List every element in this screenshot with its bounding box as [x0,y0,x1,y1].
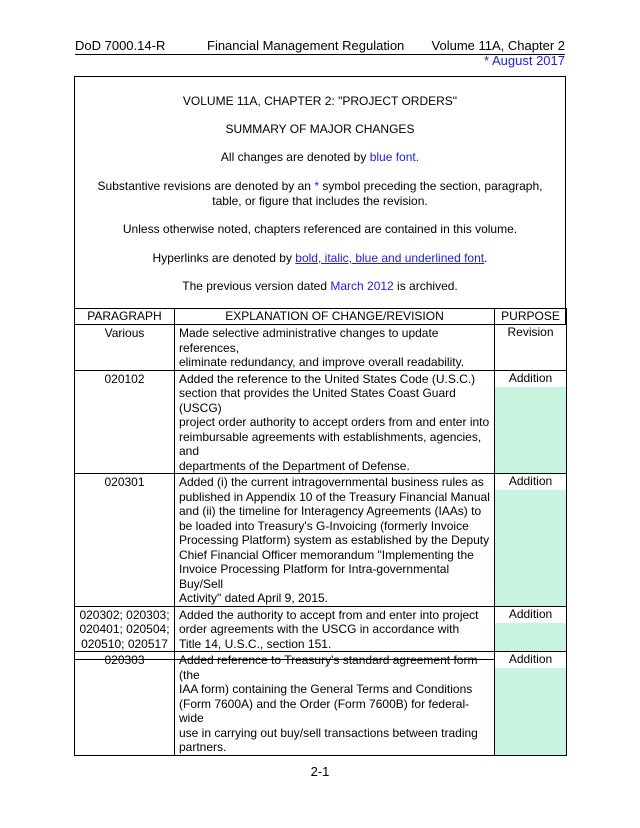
explanation-line: Invoice Processing Platform for Intra-governmental Buy/Sell [179,562,450,591]
paragraph-cell [75,325,175,371]
explanation-cell [175,370,495,474]
explanation-line: order agreements with the USCG in accordance with [179,622,460,636]
explanation-line: Added the authority to accept from and enter into project [179,607,479,622]
explanation-line: Title 14, U.S.C., section 151. [179,636,332,651]
explanation-line: (Form 7600A) and the Order (Form 7600B) for federal-wide [179,696,470,725]
paragraph-cell [75,606,175,652]
paragraph-cell [75,370,175,474]
explanation-line: Processing Platform) system as established by the Deputy [179,533,490,547]
explanation-cell [175,606,495,652]
doc-id: DoD 7000.14-R [75,38,166,53]
archive-note-text: The previous version dated [182,279,331,293]
explanation-line: eliminate redundancy, and improve overall readability. [179,355,465,369]
star-symbol: * [314,179,319,193]
explanation-line: departments of the Department of Defense. [179,458,410,473]
table-row [75,370,567,474]
summary-section [75,77,565,310]
substantive-note-text-2: symbol preceding the section, paragraph, [319,179,543,193]
explanation-line: Made selective administrative changes to update references, [179,326,439,355]
explanation-line: Added reference to Treasury's standard agreement form (the [179,653,478,682]
purpose-cell [495,652,567,756]
purpose-cell [495,325,567,371]
explanation-line: Activity" dated April 9, 2015. [179,591,329,605]
purpose-cell [495,370,567,474]
paragraph-line: 020401; 020504; [79,622,170,636]
purpose-highlight [495,623,566,652]
table-header-row [75,309,567,325]
paragraph-line: 020303 [104,653,145,667]
paragraph-cell [75,474,175,607]
purpose-cell [495,474,567,607]
archive-note [75,279,565,294]
hyperlink-note-end: . [484,251,488,265]
explanation-line: be loaded into Treasury's G-Invoicing (formerly Invoice [179,518,469,533]
archive-note-end: is archived. [393,279,458,293]
explanation-line: Added the reference to the United States Code (U.S.C.) [179,371,476,386]
explanation-line: published in Appendix 10 of the Treasury Financial Manual [179,489,490,504]
page-number: 2-1 [310,764,330,779]
table-row [75,652,567,756]
previous-version-date: March 2012 [330,279,394,293]
paragraph-line: 020510; 020517 [81,636,168,651]
purpose-label: Revision [507,325,554,339]
explanation-line: partners. [179,740,227,754]
paragraph-line: Various [104,326,145,340]
summary-box [74,76,566,754]
explanation-cell [175,474,495,607]
purpose-highlight [495,490,566,606]
substantive-note-text: Substantive revisions are denoted by an [97,179,315,193]
explanation-line: Added (i) the current intragovernmental business rules as [179,475,484,489]
purpose-highlight [495,668,566,755]
explanation-line: IAA form) containing the General Terms and Conditions [179,682,473,696]
purpose-label: Addition [495,474,566,491]
doc-title: Financial Management Regulation [207,38,405,53]
purpose-highlight [495,387,566,474]
reference-note: Unless otherwise noted, chapters referenced are contained in this volume. [122,222,518,236]
paragraph-line: 020301 [104,475,145,489]
volume-chapter: Volume 11A, Chapter 2 [431,38,565,53]
paragraph-line: 020102 [104,371,145,386]
header-explanation: EXPLANATION OF CHANGE/REVISION [175,309,495,325]
paragraph-cell [75,652,175,756]
explanation-line: use in carrying out buy/sell transactions between trading [179,725,478,740]
revision-date: * August 2017 [484,53,565,68]
explanation-line: project order authority to accept orders from and enter into [179,415,490,429]
explanation-cell [175,652,495,756]
changes-table [74,308,567,756]
substantive-note [75,179,565,194]
hyperlink-example[interactable]: bold, italic, blue and underlined font [295,251,485,265]
table-row [75,606,567,652]
blue-font-text: blue font. [369,150,420,164]
paragraph-line: 020302; 020303; [79,607,170,622]
changes-note-text: All changes are denoted by [220,150,370,164]
header-paragraph: PARAGRAPH [75,309,175,325]
purpose-label: Addition [495,607,566,624]
table-row [75,325,567,371]
changes-note [75,150,565,165]
hyperlink-note [75,251,565,266]
substantive-note-cont: table, or figure that includes the revision. [212,194,428,208]
explanation-line: Chief Financial Officer memorandum "Implementing the [179,547,474,562]
explanation-line: and (ii) the timeline for Interagency Agreements (IAAs) to [179,504,482,518]
explanation-cell [175,325,495,371]
explanation-line: section that provides the United States Coast Guard (USCG) [179,386,456,415]
table-row [75,474,567,607]
summary-subtitle: SUMMARY OF MAJOR CHANGES [225,122,415,136]
purpose-cell [495,606,567,652]
purpose-label: Addition [495,371,566,388]
summary-title: VOLUME 11A, CHAPTER 2: "PROJECT ORDERS" [182,94,458,108]
hyperlink-note-text: Hyperlinks are denoted by [152,251,296,265]
explanation-line: reimbursable agreements with establishments, agencies, and [179,429,482,458]
header-purpose: PURPOSE [495,309,567,325]
purpose-label: Addition [495,652,566,669]
